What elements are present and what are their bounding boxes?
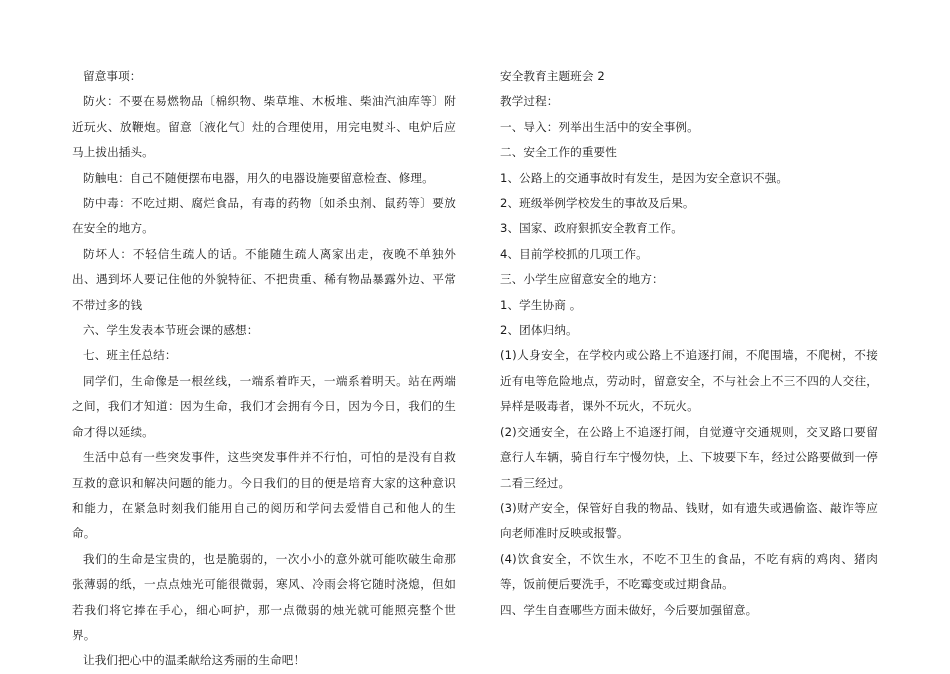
closing-line: 让我们把心中的温柔献给这秀丽的生命吧！ [83, 653, 306, 668]
traffic-safety-paragraph: (2)交通安全，在公路上不追逐打闹，自觉遵守交通规则，交叉路口要留意行人车辆，骑自行车宁慢勿快，上、下坡要下车，经过公路要做到一停二看三经过。 [500, 424, 878, 490]
summary-paragraph-1: 同学们，生命像是一根丝线，一端系着昨天，一端系着明天。站在两端之间，我们才知道：因为生命，我们才会拥有今日，因为今日，我们的生命才得以延续。 [72, 373, 456, 439]
section-one-heading: 一、导入：列举出生活中的安全事例。 [500, 119, 699, 134]
list-item: 1、公路上的交通事故时有发生，是因为安全意识不强。 [500, 170, 789, 185]
section-seven-heading: 七、班主任总结： [83, 348, 177, 363]
personal-safety-paragraph: (1)人身安全，在学校内或公路上不追逐打闹，不爬围墙，不爬树，不接近有电等危险地点，劳动时，留意安全，不与社会上不三不四的人交往，异样是吸毒者，课外不玩火，不玩火。 [500, 348, 878, 414]
right-column [500, 64, 878, 623]
poisoning-paragraph: 防中毒：不吃过期、腐烂食品，有毒的药物〔如杀虫剂、鼠药等〕要放在安全的地方。 [72, 196, 456, 236]
strangers-paragraph: 防坏人：不轻信生疏人的话。不能随生疏人离家出走，夜晚不单独外出、遇到坏人要记住他的外貌特征、不把贵重、稀有物品暴露外边、平常不带过多的钱 [72, 246, 456, 312]
list-item: 3、国家、政府狠抓安全教育工作。 [500, 221, 683, 236]
section-four-heading: 四、学生自查哪些方面未做好，今后要加强留意。 [500, 602, 758, 617]
list-item: 4、目前学校抓的几项工作。 [500, 246, 648, 261]
notes-heading: 留意事项： [83, 69, 142, 83]
list-item: 2、团体归纳。 [500, 323, 578, 338]
lesson-title: 安全教育主题班会 2 [500, 69, 605, 83]
property-safety-paragraph: (3)财产安全，保管好自我的物品、钱财，如有遗失或遇偷盗、敲诈等应向老师准时反映或报警。 [500, 500, 878, 541]
list-item: 2、班级举例学校发生的事故及后果。 [500, 196, 695, 211]
left-column [72, 64, 456, 674]
summary-paragraph-3: 我们的生命是宝贵的，也是脆弱的，一次小小的意外就可能吹破生命那张薄弱的纸，一点点烛光可能很微弱，寒风、冷雨会将它随时浇熄，但如若我们将它捧在手心，细心呵护，那一点微弱的烛光就可能照亮整个世界。 [72, 551, 456, 642]
process-heading: 教学过程： [500, 94, 559, 109]
list-item: 1、学生协商 。 [500, 297, 582, 312]
section-three-heading: 三、小学生应留意安全的地方： [500, 272, 664, 287]
summary-paragraph-2: 生活中总有一些突发事件，这些突发事件并不行怕，可怕的是没有自救互救的意识和解决问题的能力。今日我们的目的便是培育大家的这种意识和能力，在紧急时刻我们能用自己的阅历和学问去爱惜自己和他人的生命。 [72, 450, 456, 541]
section-six-heading: 六、学生发表本节班会课的感想： [83, 323, 259, 338]
section-two-heading: 二、安全工作的重要性 [500, 145, 617, 160]
food-safety-paragraph: (4)饮食安全，不饮生水，不吃不卫生的食品，不吃有病的鸡肉、猪肉等，饭前便后要洗手，不吃霉变或过期食品。 [500, 551, 878, 592]
fire-prevention-paragraph: 防火：不要在易燃物品〔棉织物、柴草堆、木板堆、柴油汽油库等〕附近玩火、放鞭炮。留意〔液化气〕灶的合理使用，用完电熨斗、电炉后应马上拔出插头。 [72, 94, 456, 160]
electric-shock-paragraph: 防触电：自己不随便摆布电器，用久的电器设施要留意检查、修理。 [83, 170, 434, 185]
